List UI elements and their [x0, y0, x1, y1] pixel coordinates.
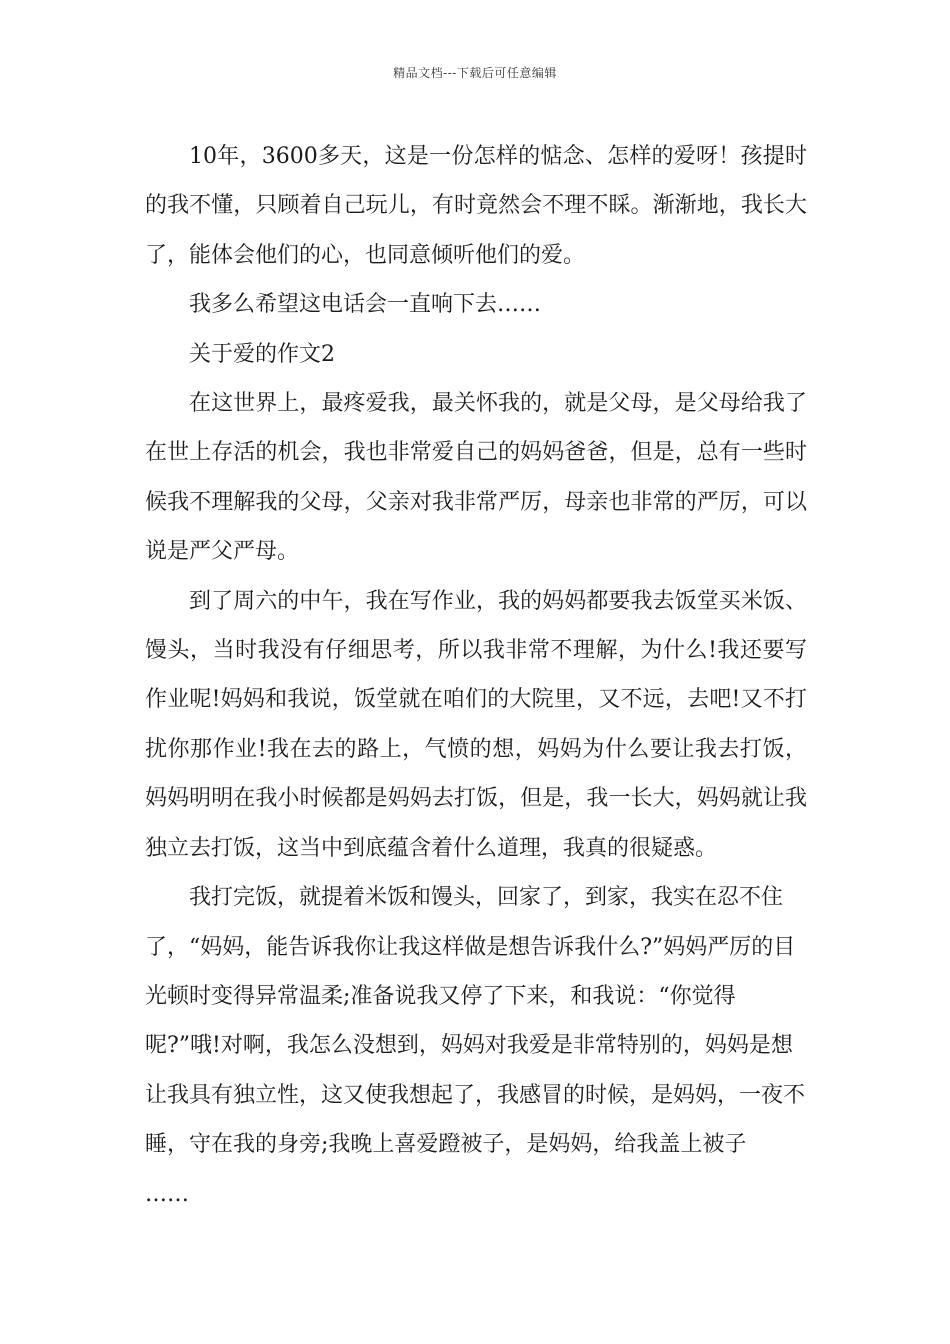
- paragraph: 10年，3600多天，这是一份怎样的惦念、怎样的爱呀！孩提时的我不懂，只顾着自己玩儿，有时竟然会不理不睬。渐渐地，我长大了，能体会他们的心，也同意倾听他们的爱。: [145, 144, 807, 268]
- page-header: 精品文档---下载后可任意编辑: [393, 66, 557, 80]
- paragraph: 我多么希望这电话会一直响下去……: [189, 292, 542, 318]
- section-title: 关于爱的作文2: [189, 341, 335, 367]
- paragraph: 在这世界上，最疼爱我，最关怀我的，就是父母，是父母给我了在世上存活的机会，我也非常爱自己的妈妈爸爸，但是，总有一些时候我不理解我的父母，父亲对我非常严厉，母亲也非常的严厉，可以说是严父严母。: [145, 391, 807, 565]
- paragraph: 我打完饭，就提着米饭和馒头，回家了，到家，我实在忍不住了，“妈妈，能告诉我你让我这样做是想告诉我什么?”妈妈严厉的目光顿时变得异常温柔;准备说我又停了下来，和我说：“你觉得呢?”哦!对啊，我怎么没想到，妈妈对我爱是非常特别的，妈妈是想让我具有独立性，这又使我想起了，我感冒的时候，是妈妈，一夜不睡，守在我的身旁;我晚上喜爱蹬被子，是妈妈，给我盖上被子: [145, 885, 806, 1158]
- trailing-ellipsis: ……: [145, 1181, 189, 1207]
- document-body: [145, 132, 807, 1219]
- paragraph: 到了周六的中午，我在写作业，我的妈妈都要我去饭堂买米饭、馒头，当时我没有仔细思考，所以我非常不理解，为什么!我还要写作业呢!妈妈和我说，饭堂就在咱们的大院里，又不远，去吧!又不打扰你那作业!我在去的路上，气愤的想，妈妈为什么要让我去打饭，妈妈明明在我小时候都是妈妈去打饭，但是，我一长大，妈妈就让我独立去打饭，这当中到底蕴含着什么道理，我真的很疑惑。: [145, 588, 807, 861]
